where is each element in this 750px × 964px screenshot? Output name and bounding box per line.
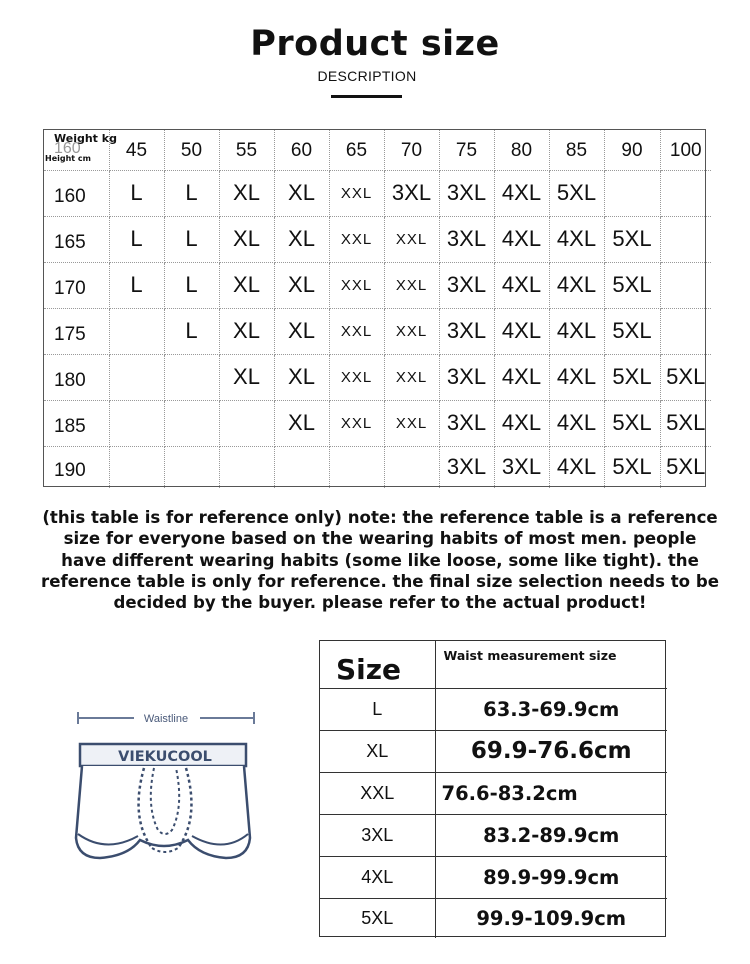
weight-header-cell: 45	[109, 130, 164, 170]
size-cell: 5XL	[320, 898, 435, 938]
size-grid-cell: 5XL	[604, 216, 660, 262]
size-grid-cell: L	[109, 170, 164, 216]
height-row-header: 185	[44, 400, 109, 446]
grid-corner-cell	[44, 130, 117, 170]
size-grid-cell: 5XL	[604, 262, 660, 308]
weight-header-cell: 60	[274, 130, 329, 170]
measurement-column-header: Waist measurement size	[435, 641, 667, 688]
weight-header-cell: 75	[439, 130, 494, 170]
size-grid-cell: XL	[219, 262, 274, 308]
size-grid-cell: 5XL	[666, 454, 706, 480]
size-grid-cell: L	[164, 308, 219, 354]
height-row-header: 165	[44, 216, 109, 262]
corner-number: 160	[54, 140, 81, 157]
table-row	[44, 216, 711, 262]
size-grid-cell: L	[164, 170, 219, 216]
title-underline	[331, 95, 402, 98]
size-grid-cell: XXL	[329, 170, 384, 216]
size-grid-cell: XL	[274, 308, 329, 354]
weight-header-cell: 55	[219, 130, 274, 170]
size-grid-cell: XL	[274, 170, 329, 216]
size-cell: L	[320, 688, 435, 730]
table-row	[44, 308, 711, 354]
size-grid-cell: 3XL	[494, 446, 549, 488]
size-cell: XXL	[320, 772, 435, 814]
waist-table-header-row	[320, 641, 667, 688]
size-chart-table	[44, 130, 711, 488]
size-grid-cell: 4XL	[549, 400, 604, 446]
size-grid-cell: XL	[274, 216, 329, 262]
size-grid-cell: 4XL	[549, 354, 604, 400]
note-line: size for everyone based on the wearing habits of most men. people	[63, 529, 697, 549]
height-row-header: 170	[44, 262, 109, 308]
size-grid-cell: 3XL	[439, 170, 494, 216]
size-grid-cell: 4XL	[494, 308, 549, 354]
height-row-header: 175	[44, 308, 109, 354]
size-grid-cell: 5XL	[660, 400, 711, 446]
weight-header-cell: 100	[660, 130, 711, 170]
size-grid-cell: 3XL	[384, 170, 439, 216]
size-grid-cell: XXL	[384, 308, 439, 354]
size-grid-cell: XXL	[329, 262, 384, 308]
page-title: Product size	[250, 24, 500, 64]
size-grid-cell	[660, 308, 711, 354]
size-grid-cell: 3XL	[439, 354, 494, 400]
waist-cell: 76.6-83.2cm	[435, 772, 667, 814]
weight-header-cell: 50	[164, 130, 219, 170]
size-grid-cell	[109, 446, 164, 488]
size-grid-cell	[329, 446, 384, 488]
size-grid-cell: 3XL	[439, 400, 494, 446]
reference-note	[30, 507, 730, 613]
waistline-label: Waistline	[143, 713, 189, 725]
size-grid-cell: L	[109, 262, 164, 308]
size-grid-cell: 4XL	[549, 308, 604, 354]
size-grid-cell: XL	[274, 400, 329, 446]
size-chart-grid	[43, 129, 706, 487]
grid-header-row	[44, 130, 711, 170]
size-grid-cell	[164, 354, 219, 400]
table-row	[44, 446, 711, 488]
size-grid-cell: 4XL	[494, 170, 549, 216]
size-grid-cell: 4XL	[494, 354, 549, 400]
page-subtitle: DESCRIPTION	[317, 68, 417, 84]
size-grid-cell: XL	[219, 170, 274, 216]
waist-cell: 99.9-109.9cm	[435, 898, 667, 938]
size-grid-cell: XXL	[329, 400, 384, 446]
size-grid-cell: L	[109, 216, 164, 262]
size-grid-cell	[164, 400, 219, 446]
size-grid-cell	[109, 354, 164, 400]
waist-cell: 63.3-69.9cm	[435, 688, 667, 730]
size-grid-cell	[219, 400, 274, 446]
size-grid-cell: 5XL	[604, 354, 660, 400]
table-row	[320, 730, 667, 772]
size-grid-cell: 3XL	[439, 308, 494, 354]
size-cell: 3XL	[320, 814, 435, 856]
weight-header-cell: 90	[604, 130, 660, 170]
size-grid-cell: XXL	[384, 354, 439, 400]
size-grid-cell: XXL	[329, 216, 384, 262]
note-line: reference table is only for reference. the final size selection needs to be	[41, 571, 719, 591]
waist-cell: 83.2-89.9cm	[435, 814, 667, 856]
table-row	[320, 856, 667, 898]
size-grid-cell: 3XL	[439, 262, 494, 308]
size-grid-cell: XL	[219, 354, 274, 400]
table-row	[44, 354, 711, 400]
size-grid-cell: 4XL	[549, 262, 604, 308]
size-grid-cell	[109, 400, 164, 446]
size-grid-cell: XL	[219, 308, 274, 354]
size-grid-cell: XXL	[384, 262, 439, 308]
weight-header-cell: 80	[494, 130, 549, 170]
size-grid-cell: L	[164, 216, 219, 262]
table-row	[320, 688, 667, 730]
height-row-header: 180	[44, 354, 109, 400]
size-grid-cell: XL	[274, 262, 329, 308]
size-grid-cell	[660, 170, 711, 216]
size-grid-cell: 3XL	[439, 216, 494, 262]
size-grid-cell: 5XL	[604, 400, 660, 446]
size-grid-cell	[274, 446, 329, 488]
size-grid-cell: XXL	[384, 216, 439, 262]
size-grid-cell: 5XL	[549, 170, 604, 216]
size-grid-cell: XXL	[329, 308, 384, 354]
table-row	[320, 898, 667, 938]
size-grid-cell	[384, 446, 439, 488]
waist-measurement-table	[319, 640, 666, 937]
size-grid-cell: 4XL	[549, 216, 604, 262]
waist-cell: 69.9-76.6cm	[435, 730, 667, 772]
size-grid-cell	[219, 446, 274, 488]
weight-header-cell: 85	[549, 130, 604, 170]
size-column-header: Size	[320, 641, 435, 688]
size-grid-cell: 4XL	[494, 216, 549, 262]
note-line: have different wearing habits (some like loose, some like tight). the	[61, 550, 699, 570]
size-grid-cell: 5XL	[604, 308, 660, 354]
size-grid-cell: 3XL	[439, 446, 494, 488]
size-grid-cell	[164, 446, 219, 488]
weight-header-cell: 70	[384, 130, 439, 170]
brand-label: VIEKUCOOL	[118, 749, 212, 765]
note-line: (this table is for reference only) note: the reference table is a reference	[42, 508, 718, 527]
boxer-brief-outline-icon	[66, 706, 266, 878]
size-grid-cell: 4XL	[494, 400, 549, 446]
table-row	[44, 262, 711, 308]
size-grid-cell: 4XL	[549, 446, 604, 488]
height-row-header: 160	[44, 170, 109, 216]
table-row	[320, 814, 667, 856]
size-grid-cell	[660, 216, 711, 262]
size-grid-cell: 4XL	[494, 262, 549, 308]
table-row	[320, 772, 667, 814]
waist-cell: 89.9-99.9cm	[435, 856, 667, 898]
size-cell: XL	[320, 730, 435, 772]
size-grid-cell: XL	[274, 354, 329, 400]
size-grid-cell: L	[164, 262, 219, 308]
size-grid-cell: XXL	[384, 400, 439, 446]
weight-header-cell: 65	[329, 130, 384, 170]
size-cell: 4XL	[320, 856, 435, 898]
table-row	[44, 170, 711, 216]
height-axis-label: Height cm	[45, 154, 91, 163]
size-grid-cell: 5XL	[604, 446, 660, 488]
height-row-header: 190	[44, 446, 109, 488]
size-grid-cell	[660, 262, 711, 308]
note-line: decided by the buyer. please refer to the actual product!	[113, 593, 647, 613]
size-grid-cell	[109, 308, 164, 354]
table-row	[44, 400, 711, 446]
size-grid-cell	[604, 170, 660, 216]
size-grid-cell: XXL	[329, 354, 384, 400]
size-grid-cell: 5XL	[660, 354, 711, 400]
size-grid-cell: XL	[219, 216, 274, 262]
weight-axis-label: Weight kg	[54, 132, 117, 145]
